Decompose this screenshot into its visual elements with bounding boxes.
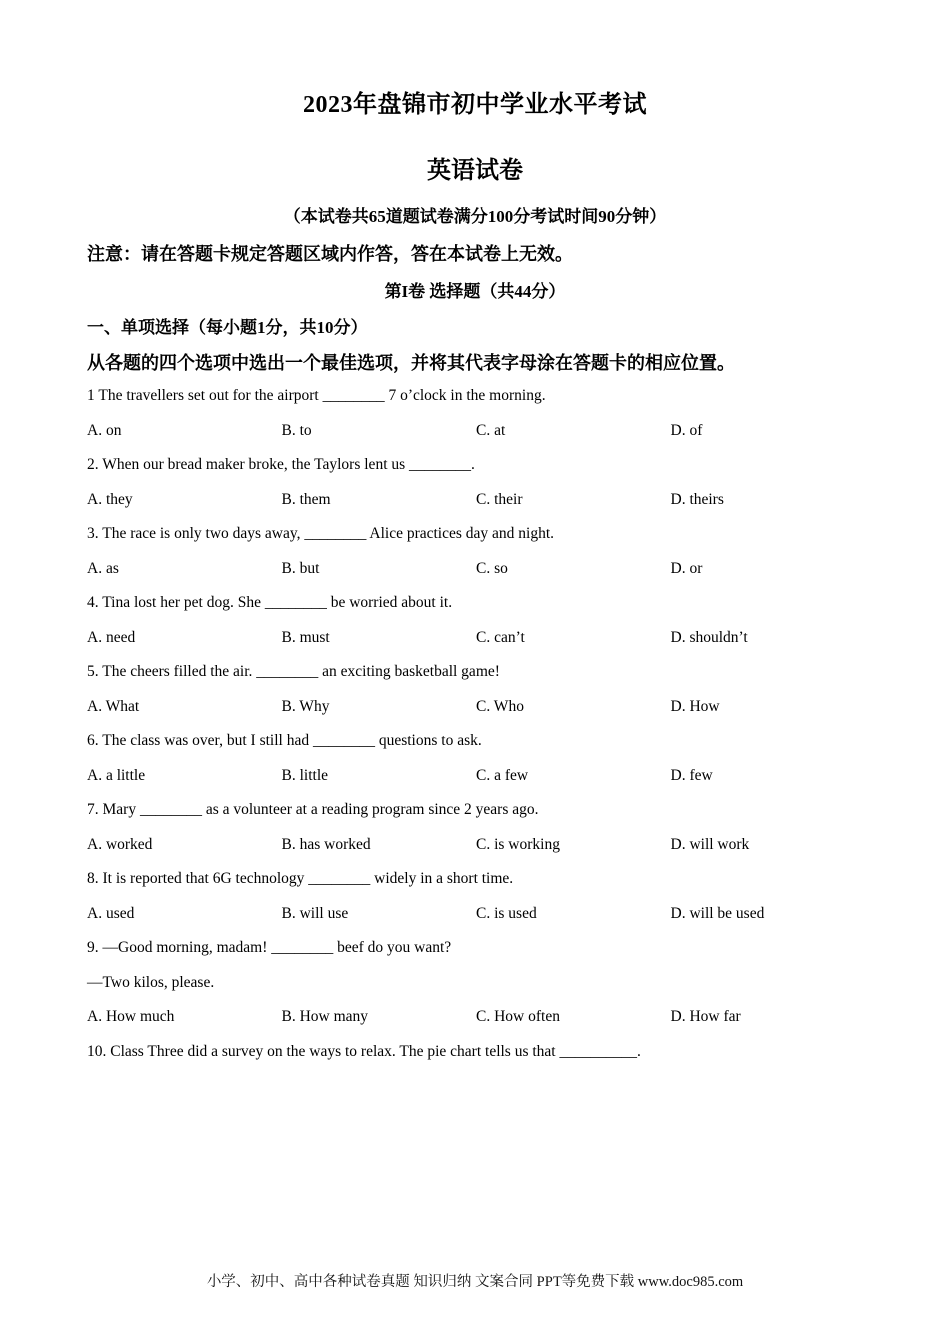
answer-option: C. can’t	[476, 628, 525, 646]
question-item	[87, 455, 887, 524]
subject-title: 英语试卷	[427, 158, 523, 184]
answer-option: A. on	[87, 421, 122, 439]
answer-option: D. of	[670, 421, 703, 439]
question-list	[87, 386, 887, 1076]
exam-title: 2023年盘锦市初中学业水平考试	[303, 92, 647, 118]
answer-option: C. a few	[476, 766, 529, 784]
answer-option: B. How many	[281, 1008, 369, 1025]
answer-option: C. their	[476, 490, 523, 508]
answer-option: B. will use	[281, 904, 349, 922]
answer-option: B. little	[281, 766, 328, 784]
notice-text: 注意：请在答题卡规定答题区域内作答，答在本试卷上无效。	[87, 244, 573, 264]
option-row	[87, 904, 887, 939]
answer-option: A. How much	[87, 1008, 175, 1025]
answer-option: B. but	[281, 559, 320, 577]
option-row	[87, 628, 887, 663]
answer-option: A. need	[87, 628, 136, 646]
question-item	[87, 731, 887, 800]
question-stem: 3. The race is only two days away, ________ Alice practices day and night.	[87, 525, 555, 542]
question-item	[87, 524, 887, 593]
question-stem: 7. Mary ________ as a volunteer at a reading program since 2 years ago.	[87, 801, 539, 818]
question-stem: 8. It is reported that 6G technology ________ widely in a short time.	[87, 870, 514, 887]
answer-option: C. is used	[476, 904, 537, 922]
question-item	[87, 593, 887, 662]
question-stem: 4. Tina lost her pet dog. She ________ be worried about it.	[87, 594, 453, 611]
question-stem: 5. The cheers filled the air. ________ an exciting basketball game!	[87, 663, 500, 680]
question-item	[87, 386, 887, 455]
answer-option: B. Why	[281, 697, 330, 715]
answer-option: C. so	[476, 559, 508, 577]
answer-option: D. theirs	[670, 490, 724, 508]
part-title: 第I卷 选择题（共44分）	[384, 282, 566, 301]
answer-option: B. must	[281, 628, 330, 646]
section-instruction: 从各题的四个选项中选出一个最佳选项，并将其代表字母涂在答题卡的相应位置。	[87, 353, 735, 373]
answer-option: B. has worked	[281, 835, 371, 853]
option-row	[87, 421, 887, 456]
question-item	[87, 662, 887, 731]
question-item	[87, 869, 887, 938]
question-item	[87, 800, 887, 869]
answer-option: B. them	[281, 490, 331, 508]
question-stem: 1 The travellers set out for the airport ________ 7 o’clock in the morning.	[87, 387, 546, 404]
answer-option: C. Who	[476, 697, 524, 715]
option-row	[87, 559, 887, 594]
answer-option: D. or	[670, 559, 703, 577]
answer-option: B. to	[281, 421, 312, 439]
answer-option: D. few	[670, 766, 713, 784]
answer-option: D. will be used	[670, 904, 765, 922]
question-item	[87, 938, 887, 1042]
answer-option: D. shouldn’t	[670, 628, 748, 646]
page-footer: 小学、初中、高中各种试卷真题 知识归纳 文案合同 PPT等免费下载 www.doc985.com	[206, 1274, 744, 1290]
answer-option: A. used	[87, 904, 135, 922]
option-row	[87, 490, 887, 525]
option-row	[87, 766, 887, 801]
exam-info: （本试卷共65道题试卷满分100分考试时间90分钟）	[283, 207, 667, 226]
answer-option: C. How often	[476, 1008, 560, 1025]
option-row	[87, 697, 887, 732]
option-row	[87, 1007, 887, 1042]
answer-option: D. will work	[670, 835, 750, 853]
answer-option: A. they	[87, 490, 133, 508]
answer-option: C. is working	[476, 835, 560, 853]
answer-option: D. How far	[670, 1008, 741, 1025]
question-stem: 10. Class Three did a survey on the ways to relax. The pie chart tells us that __________.	[87, 1042, 641, 1060]
question-stem: 9. —Good morning, madam! ________ beef do you want?	[87, 939, 452, 956]
answer-option: A. a little	[87, 766, 146, 784]
answer-option: A. worked	[87, 835, 153, 853]
option-row	[87, 835, 887, 870]
answer-option: C. at	[476, 421, 506, 439]
question-item	[87, 1042, 887, 1077]
question-stem: 6. The class was over, but I still had ________ questions to ask.	[87, 732, 482, 749]
answer-option: A. What	[87, 697, 140, 715]
question-stem: —Two kilos, please.	[87, 973, 215, 991]
section-title: 一、单项选择（每小题1分，共10分）	[87, 318, 368, 337]
answer-option: D. How	[670, 697, 720, 715]
question-stem: 2. When our bread maker broke, the Taylors lent us ________.	[87, 456, 475, 473]
answer-option: A. as	[87, 559, 119, 577]
